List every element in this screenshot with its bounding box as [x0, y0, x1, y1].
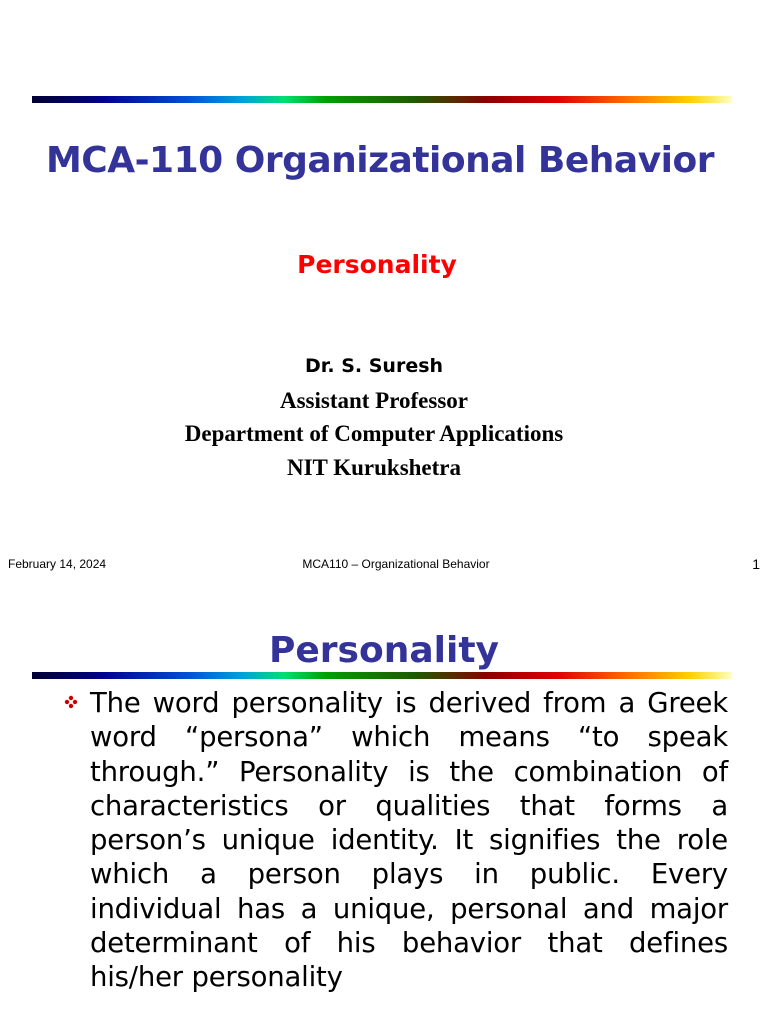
- author-position: Assistant Professor: [279, 387, 469, 413]
- author-institute: NIT Kurukshetra: [286, 454, 462, 480]
- footer-course: MCA110 – Organizational Behavior: [302, 557, 490, 571]
- diamond-bullet-icon: [64, 695, 78, 709]
- rainbow-divider: [32, 672, 732, 679]
- author-department: Department of Computer Applications: [184, 421, 564, 446]
- author-name: Dr. S. Suresh: [304, 355, 444, 377]
- slide-subtitle: Personality: [297, 250, 457, 279]
- rainbow-divider: [32, 96, 732, 103]
- footer-page-number: 1: [752, 556, 760, 572]
- slide-2: [0, 590, 768, 1024]
- bullet-text: The word personality is derived from a Greek word “persona” which means “to speak through.” Personality is the combination of characteristics or qualities that forms a person’s unique identity. It signifies the role which a person plays in public. Every individual has a unique, personal and major determinant of his behavior that defines his/her personality: [90, 687, 728, 994]
- author-block: [0, 350, 748, 484]
- slide-title: Personality: [269, 630, 499, 671]
- slide-title: MCA-110 Organizational Behavior: [45, 140, 714, 181]
- footer-date: February 14, 2024: [8, 557, 107, 571]
